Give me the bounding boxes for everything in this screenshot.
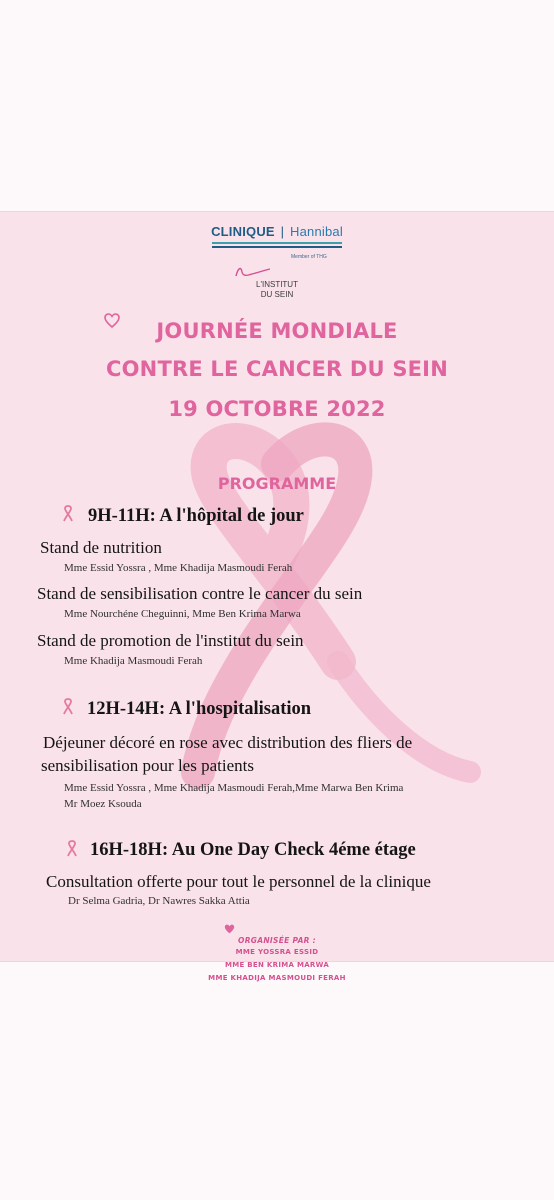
awareness-ribbon-icon bbox=[58, 505, 78, 523]
institut-swoosh-icon bbox=[232, 264, 272, 280]
organisers-label: ORGANISÉE PAR : bbox=[238, 936, 316, 945]
program-item: Stand de nutrition bbox=[40, 538, 162, 557]
clinic-logo bbox=[0, 224, 554, 250]
title-line1: JOURNÉE MONDIALE bbox=[156, 319, 398, 343]
awareness-ribbon-icon bbox=[58, 698, 78, 716]
program-item: Stand de promotion de l'institut du sein bbox=[37, 631, 304, 650]
program-item-line2: sensibilisation pour les patients bbox=[41, 756, 254, 775]
logo-brand-right: Hannibal bbox=[290, 224, 343, 239]
program-item-line1: Déjeuner décoré en rose avec distribution des fliers de bbox=[43, 733, 413, 752]
title-date: 19 OCTOBRE 2022 bbox=[168, 397, 386, 421]
organiser-name: MME BEN KRIMA MARWA bbox=[224, 961, 330, 969]
institut-logo-text bbox=[0, 280, 554, 300]
program-item-names: Mme Essid Yossra , Mme Khadija Masmoudi Ferah,Mme Marwa Ben Krima bbox=[64, 782, 404, 794]
section-heading-3: 16H-18H: Au One Day Check 4éme étage bbox=[90, 840, 416, 860]
section-heading-2: 12H-14H: A l'hospitalisation bbox=[87, 699, 312, 719]
event-poster bbox=[0, 211, 554, 982]
program-item-names: Mr Moez Ksouda bbox=[64, 798, 142, 810]
logo-separator: | bbox=[280, 224, 285, 239]
logo-underline bbox=[212, 242, 342, 248]
program-item: Stand de sensibilisation contre le cancer du sein bbox=[37, 584, 363, 603]
logo-member-text: Member of THG bbox=[291, 254, 327, 260]
program-item-names: Mme Khadija Masmoudi Ferah bbox=[64, 655, 203, 667]
logo-brand-left: CLINIQUE bbox=[211, 224, 275, 239]
program-item-names: Mme Essid Yossra , Mme Khadija Masmoudi Ferah bbox=[64, 562, 293, 574]
programme-heading: PROGRAMME bbox=[217, 474, 337, 493]
awareness-ribbon-icon bbox=[62, 840, 82, 858]
organiser-name: MME KHADIJA MASMOUDI FERAH bbox=[208, 974, 346, 982]
title-line2: CONTRE LE CANCER DU SEIN bbox=[106, 357, 448, 381]
program-item: Consultation offerte pour tout le personnel de la clinique bbox=[46, 872, 431, 891]
institut-line2: DU SEIN bbox=[260, 290, 294, 299]
program-item-names: Dr Selma Gadria, Dr Nawres Sakka Attia bbox=[68, 895, 250, 907]
heart-icon bbox=[224, 924, 235, 934]
program-item-names: Mme Nourchéne Cheguinni, Mme Ben Krima Marwa bbox=[64, 608, 301, 620]
organiser-name: MME YOSSRA ESSID bbox=[235, 948, 319, 956]
section-heading-1: 9H-11H: A l'hôpital de jour bbox=[88, 506, 304, 526]
institut-line1: L'INSTITUT bbox=[256, 280, 298, 289]
